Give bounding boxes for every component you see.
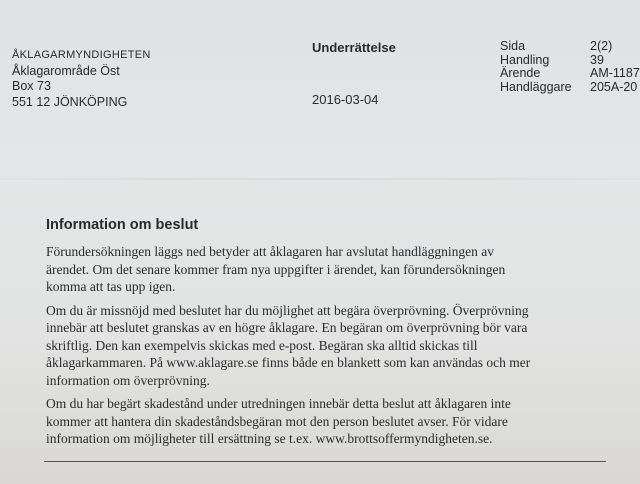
text-line: komma att tas upp igen.	[46, 279, 176, 294]
sender-org: ÅKLAGARMYNDIGHETEN	[12, 49, 151, 61]
meta-value-document: 39	[590, 52, 604, 67]
text-line: Om du har begärt skadestånd under utredningen innebär detta beslut att åklagaren inte	[46, 396, 511, 411]
sender-box: Box 73	[12, 79, 51, 93]
meta-label-officer: Handläggare	[500, 79, 572, 94]
meta-values	[590, 40, 640, 94]
meta-value-officer: 205A-20	[590, 79, 638, 94]
text-line: skriftlig. Den kan exempelvis skickas med e-post. Begäran ska alltid skickas till	[46, 337, 478, 353]
meta-label-page: Sida	[500, 39, 526, 53]
meta-label-case: Ärende	[500, 66, 541, 80]
bottom-rule	[44, 461, 606, 462]
sender-office: Åklagarområde Öst	[12, 63, 120, 78]
text-line: Om du är missnöjd med beslutet har du möjlighet att begära överprövning. Överprövning	[46, 302, 529, 318]
text-line: ärendet. Om det senare kommer fram nya uppgifter i ärendet, kan förundersökningen	[46, 261, 506, 277]
info-body	[46, 243, 626, 454]
meta-labels	[500, 40, 572, 94]
text-line: information om möjligheter till ersättning se t.ex. www.brottsoffermyndigheten.se.	[46, 431, 493, 446]
paragraph-closure	[46, 243, 626, 296]
paragraph-damages	[46, 395, 626, 448]
text-line: Förundersökningen läggs ned betyder att åklagaren har avslutat handläggningen av	[46, 244, 494, 259]
paragraph-review	[46, 302, 626, 390]
info-heading: Information om beslut	[46, 217, 199, 233]
document-date: 2016-03-04	[312, 92, 379, 107]
document-type: Underrättelse	[312, 40, 396, 55]
sender-postal: 551 12 JÖNKÖPING	[12, 94, 128, 109]
sender-address	[12, 48, 151, 110]
text-line: innebär att beslutet granskas av en högre åklagare. En begäran om överprövning bör vara	[46, 320, 528, 335]
paper-fold	[0, 178, 640, 180]
meta-label-document: Handling	[500, 52, 550, 67]
text-line: åklagarkammaren. På www.aklagare.se finns både en blankett som kan användas och mer	[46, 355, 531, 370]
text-line: kommer att hantera din skadeståndsbegäran mot den person beslutet avser. För vidare	[46, 413, 508, 429]
text-line: information om överprövning.	[46, 372, 210, 388]
meta-value-case: AM-1187	[590, 66, 640, 80]
meta-value-page: 2(2)	[590, 39, 613, 53]
